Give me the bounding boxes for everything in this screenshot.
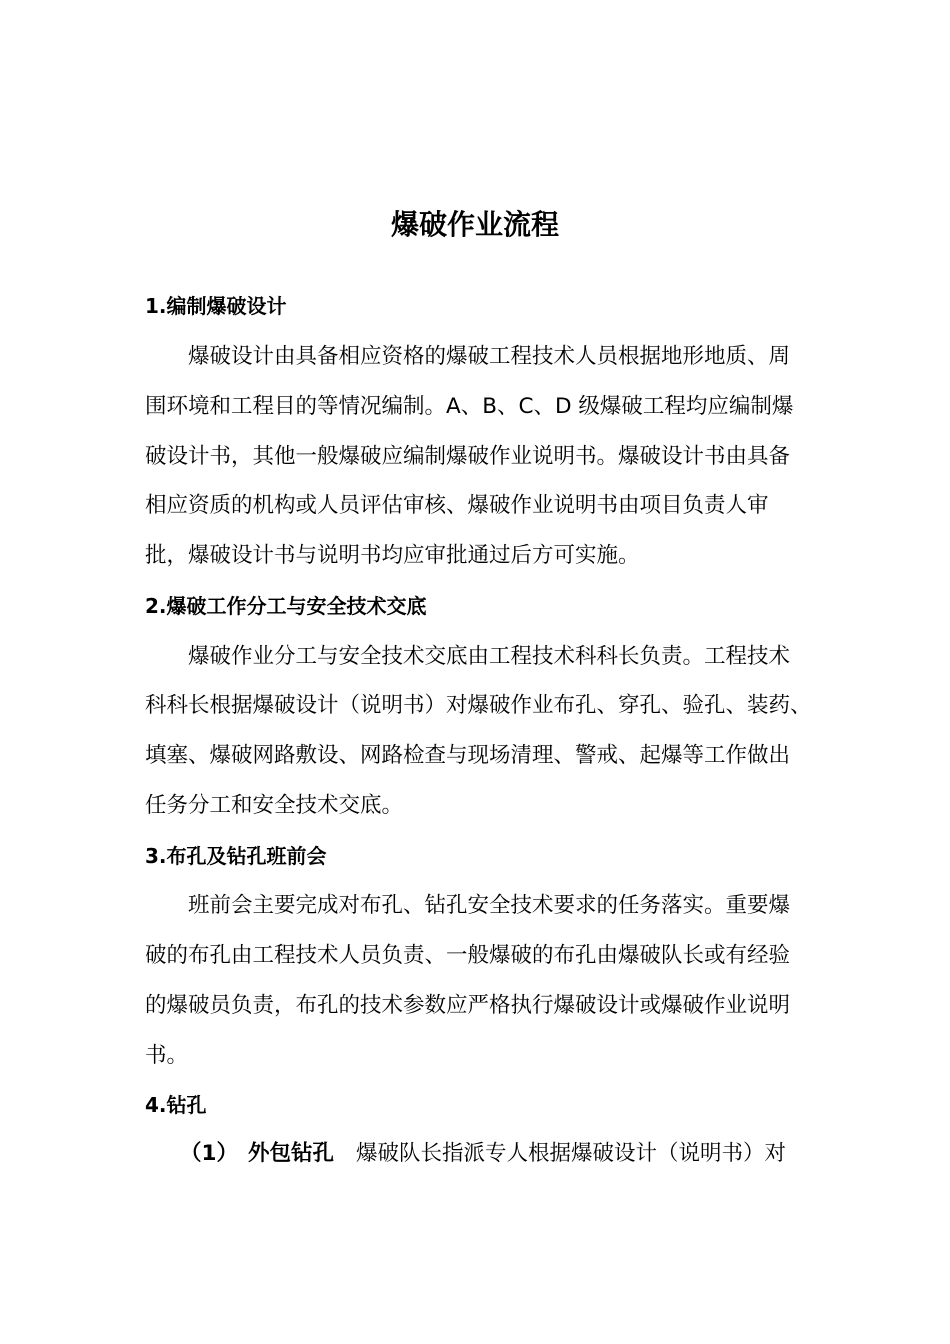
paragraph-line: 爆破设计由具备相应资格的爆破工程技术人员根据地形地质、周 <box>188 344 791 369</box>
paragraph-line: 围环境和工程目的等情况编制。A、B、C、D 级爆破工程均应编制爆 <box>145 394 794 419</box>
paragraph-line: 批，爆破设计书与说明书均应审批通过后方可实施。 <box>145 543 640 568</box>
document-title: 爆破作业流程 <box>390 208 559 241</box>
paragraph-line: 班前会主要完成对布孔、钻孔安全技术要求的任务落实。重要爆 <box>188 893 791 918</box>
list-item <box>180 1139 786 1169</box>
paragraph-line: 爆破作业分工与安全技术交底由工程技术科科长负责。工程技术 <box>188 644 791 669</box>
paragraph-line: 科科长根据爆破设计（说明书）对爆破作业布孔、穿孔、验孔、装药、 <box>145 693 812 718</box>
item-number: （1） <box>180 1141 238 1166</box>
section-heading-2: 2.爆破工作分工与安全技术交底 <box>145 594 427 618</box>
section-heading-3: 3.布孔及钻孔班前会 <box>145 844 327 868</box>
item-subtitle: 外包钻孔 <box>247 1141 334 1166</box>
paragraph-line: 填塞、爆破网路敷设、网路检查与现场清理、警戒、起爆等工作做出 <box>145 743 791 768</box>
item-text: 爆破队长指派专人根据爆破设计（说明书）对 <box>355 1141 786 1166</box>
paragraph-line: 破设计书，其他一般爆破应编制爆破作业说明书。爆破设计书由具备 <box>145 444 791 469</box>
paragraph-line: 书。 <box>145 1043 189 1068</box>
section-heading-1: 1.编制爆破设计 <box>145 294 287 318</box>
paragraph-line: 的爆破员负责，布孔的技术参数应严格执行爆破设计或爆破作业说明 <box>145 993 791 1018</box>
paragraph-line: 任务分工和安全技术交底。 <box>145 793 404 818</box>
section-heading-4: 4.钻孔 <box>145 1093 207 1117</box>
paragraph-line: 相应资质的机构或人员评估审核、爆破作业说明书由项目负责人审 <box>145 493 769 518</box>
paragraph-line: 破的布孔由工程技术人员负责、一般爆破的布孔由爆破队长或有经验 <box>145 943 791 968</box>
